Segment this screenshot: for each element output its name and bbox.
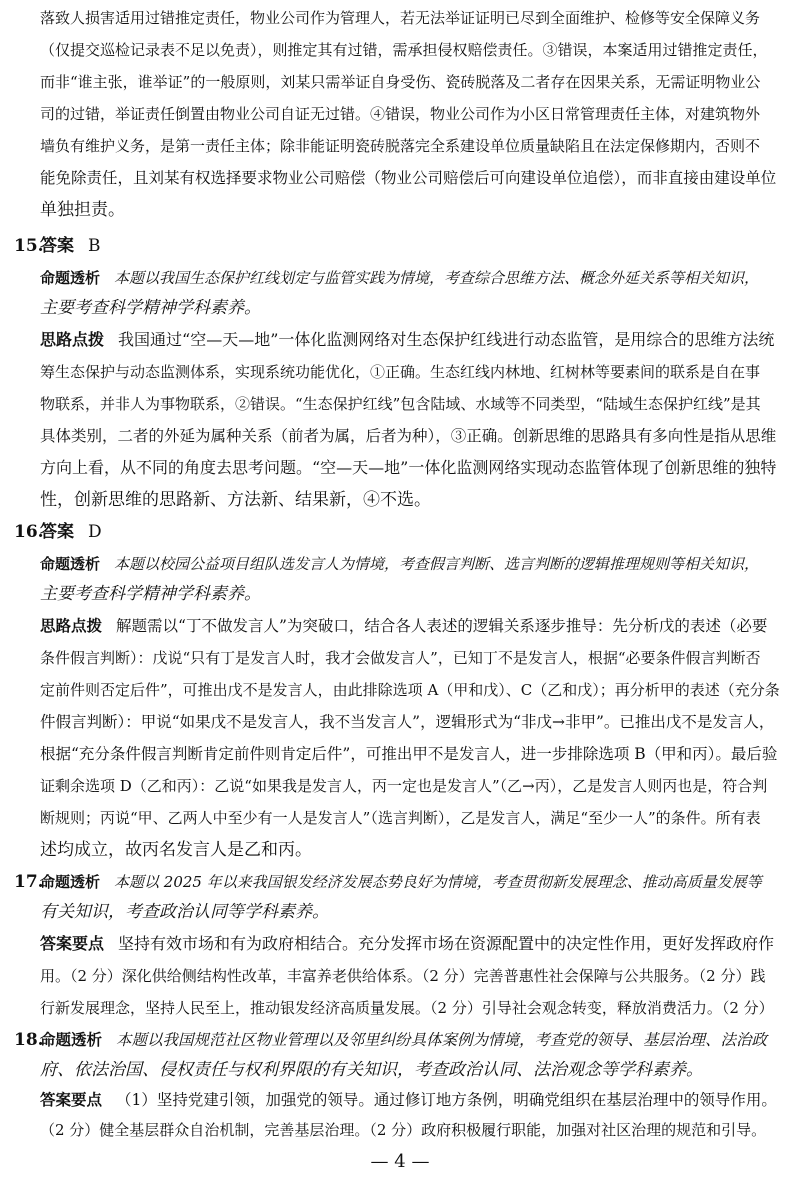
answer-line bbox=[40, 520, 102, 544]
hint-text: 断规则；丙说“甲、乙两人中至少有一人是发言人”（选言判断），乙是发言人，满足“至少一人”的条件。所有表 bbox=[40, 809, 761, 827]
key-points-label: 答案要点 bbox=[40, 1091, 103, 1109]
answer-value: D bbox=[88, 522, 102, 542]
analysis-text: 本题以 2025 年以来我国银发经济发展态势良好为情境，考查贯彻新发展理念、推动高质量发展等 bbox=[114, 873, 762, 891]
hint-text: 具体类别，二者的外延为属种关系（前者为属，后者为种），③正确。创新思维的思路具有多向性是指从思维 bbox=[40, 427, 777, 445]
key-points-text: 行新发展理念，坚持人民至上，推动银发经济高质量发展。（2 分）引导社会观念转变，释放消费活力。（2 分） bbox=[40, 999, 774, 1017]
text-line: 而非“谁主张，谁举证”的一般原则，刘某只需举证自身受伤、瓷砖脱落及二者存在因果关系，无需证明物业公 bbox=[40, 73, 761, 91]
question-number: 16. bbox=[14, 522, 44, 542]
analysis-label: 命题透析 bbox=[40, 555, 101, 573]
hint-text: 证剩余选项 D（乙和丙）：乙说“如果我是发言人，丙一定也是发言人”（乙→丙），乙是发言人则丙也是，符合判 bbox=[40, 777, 768, 795]
answer-label: 答案 bbox=[40, 236, 74, 256]
hint-label: 思路点拨 bbox=[40, 617, 103, 635]
text-line: （仅提交巡检记录表不足以免责），则推定其有过错，需承担侵权赔偿责任。③错误，本案适用过错推定责任， bbox=[40, 41, 768, 59]
hint-text: 定前件则否定后件”，可推出戊不是发言人，由此排除选项 A（甲和戊）、C（乙和戊）；再分析甲的表述（充分条 bbox=[40, 681, 780, 699]
analysis-label: 命题透析 bbox=[40, 873, 101, 891]
hint-text: 条件假言判断）：戊说“只有丁是发言人时，我才会做发言人”，已知丁不是发言人，根据“必要条件假言判断否 bbox=[40, 649, 761, 667]
question-number: 15. bbox=[14, 236, 44, 256]
hint-text: 件假言判断）：甲说“如果戊不是发言人，我不当发言人”，逻辑形式为“非戊→非甲”。已推出戊不是发言人， bbox=[40, 713, 775, 731]
key-points-line bbox=[40, 1088, 777, 1112]
analysis-text: 主要考查科学精神学科素养。 bbox=[40, 584, 261, 604]
text-line: 单独担责。 bbox=[40, 200, 125, 220]
analysis-label: 命题透析 bbox=[40, 269, 101, 287]
question-number: 17. bbox=[14, 872, 44, 892]
question-number: 18. bbox=[14, 1030, 44, 1050]
text-line: 落致人损害适用过错推定责任，物业公司作为管理人，若无法举证证明已尽到全面维护、检修等安全保障义务 bbox=[40, 9, 761, 27]
key-points-text: 坚持有效市场和有为政府相结合。充分发挥市场在资源配置中的决定性作用，更好发挥政府作 bbox=[118, 934, 775, 953]
analysis-line bbox=[40, 1028, 767, 1052]
answer-value: B bbox=[88, 236, 101, 256]
analysis-label: 命题透析 bbox=[40, 1031, 103, 1049]
hint-text: 我国通过“空—天—地”一体化监测网络对生态保护红线进行动态监管，是用综合的思维方法统 bbox=[118, 330, 775, 349]
analysis-text: 府、依法治国、侵权责任与权利界限的有关知识，考查政治认同、法治观念等学科素养。 bbox=[40, 1060, 703, 1080]
analysis-text: 有关知识，考查政治认同等学科素养。 bbox=[40, 902, 329, 922]
analysis-line bbox=[40, 266, 759, 290]
text-line: 墙负有维护义务，是第一责任主体；除非能证明瓷砖脱落完全系建设单位质量缺陷且在法定保修期内，否则不 bbox=[40, 137, 761, 155]
hint-text: 解题需以“丁不做发言人”为突破口，结合各人表述的逻辑关系逐步推导：先分析戊的表述（必要 bbox=[116, 617, 768, 635]
hint-label: 思路点拨 bbox=[40, 330, 105, 349]
hint-text: 性，创新思维的思路新、方法新、结果新，④不选。 bbox=[40, 490, 431, 510]
hint-text: 物联系，并非人为事物联系，②错误。“生态保护红线”包含陆域、水域等不同类型，“陆域生态保护红线”是其 bbox=[40, 395, 761, 413]
hint-text: 方向上看，从不同的角度去思考问题。“空—天—地”一体化监测网络实现动态监管体现了创新思维的独特 bbox=[40, 458, 777, 477]
hint-text: 筹生态保护与动态监测体系，实现系统功能优化，①正确。生态红线内林地、红树林等要素间的联系是自在事 bbox=[40, 363, 761, 381]
key-points-text: 用。（2 分）深化供给侧结构性改革，丰富养老供给体系。（2 分）完善普惠性社会保障与公共服务。（2 分）践 bbox=[40, 967, 766, 985]
hint-text: 述均成立，故丙名发言人是乙和丙。 bbox=[40, 840, 312, 860]
key-points-line bbox=[40, 932, 774, 956]
analysis-line bbox=[40, 552, 759, 576]
analysis-text: 主要考查科学精神学科素养。 bbox=[40, 298, 261, 318]
answer-line bbox=[40, 234, 101, 258]
analysis-text: 本题以校园公益项目组队选发言人为情境，考查假言判断、选言判断的逻辑推理规则等相关知识， bbox=[114, 555, 760, 573]
key-points-text: （2 分）健全基层群众自治机制，完善基层治理。（2 分）政府积极履行职能，加强对社区治理的规范和引导。 bbox=[40, 1121, 767, 1139]
page-number: — 4 — bbox=[370, 1151, 430, 1172]
key-points-label: 答案要点 bbox=[40, 934, 105, 953]
key-points-text: （1）坚持党建引领，加强党的领导。通过修订地方条例，明确党组织在基层治理中的领导作用。 bbox=[116, 1091, 777, 1109]
text-line: 能免除责任，且刘某有权选择要求物业公司赔偿（物业公司赔偿后可向建设单位追偿），而非直接由建设单位 bbox=[40, 169, 777, 187]
answer-label: 答案 bbox=[40, 522, 74, 542]
analysis-text: 本题以我国规范社区物业管理以及邻里纠纷具体案例为情境，考查党的领导、基层治理、法治政 bbox=[116, 1031, 768, 1049]
hint-text: 根据“充分条件假言判断肯定前件则肯定后件”，可推出甲不是发言人，进一步排除选项 B（甲和丙）。最后验 bbox=[40, 745, 778, 763]
text-line: 司的过错，举证责任倒置由物业公司自证无过错。④错误，物业公司作为小区日常管理责任主体，对建筑物外 bbox=[40, 105, 761, 123]
analysis-line bbox=[40, 870, 762, 894]
hint-line bbox=[40, 614, 767, 638]
analysis-text: 本题以我国生态保护红线划定与监管实践为情境，考查综合思维方法、概念外延关系等相关知识， bbox=[114, 269, 760, 287]
hint-line bbox=[40, 328, 774, 352]
